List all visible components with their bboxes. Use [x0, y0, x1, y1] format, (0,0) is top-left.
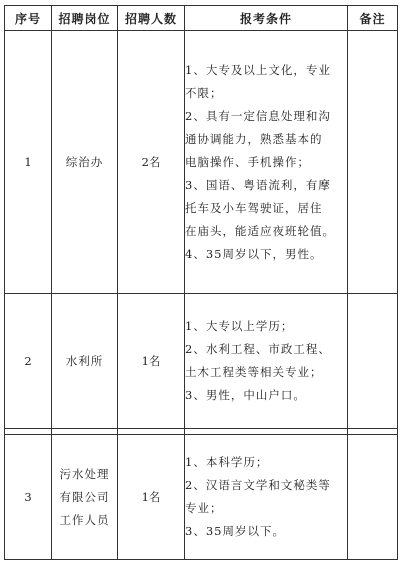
row-remarks	[348, 294, 398, 429]
condition-line: 2、水利工程、市政工程、	[185, 342, 331, 356]
header-remarks: 备注	[348, 6, 398, 31]
condition-line: 4、35周岁以下，男性。	[185, 246, 323, 261]
row-count: 1名	[118, 294, 185, 429]
row-count: 2名	[118, 31, 185, 294]
table-row	[5, 294, 398, 429]
header-row	[5, 6, 398, 31]
condition-line: 1、本科学历；	[185, 455, 269, 469]
header-no: 序号	[5, 6, 52, 31]
recruitment-table	[4, 5, 398, 560]
row-no: 1	[5, 31, 52, 294]
table-row	[5, 31, 398, 294]
condition-line: 在庙头，能适应夜班轮值。	[185, 223, 335, 238]
condition-line: 土木工程类等相关专业；	[185, 365, 323, 379]
position-text: 污水处理	[59, 466, 110, 481]
condition-line: 3、35周岁以下。	[185, 524, 285, 538]
condition-line: 不限；	[185, 85, 223, 100]
row-position	[52, 435, 118, 560]
condition-line: 专业；	[185, 501, 223, 515]
row-remarks	[348, 435, 398, 560]
row-conditions	[185, 435, 348, 560]
row-count: 1名	[118, 435, 185, 560]
condition-line: 2、汉语言文学和文秘类等	[185, 478, 331, 492]
position-text: 综治办	[65, 155, 104, 169]
header-count: 招聘人数	[118, 6, 185, 31]
row-position	[52, 294, 118, 429]
condition-line: 2、具有一定信息处理和沟	[185, 108, 331, 123]
condition-line: 1、大专及以上文化，专业	[185, 62, 331, 77]
row-position	[52, 31, 118, 294]
row-conditions	[185, 31, 348, 294]
position-text: 有限公司	[59, 489, 110, 504]
position-text: 水利所	[65, 354, 104, 368]
position-text: 工作人员	[59, 512, 110, 527]
row-no: 2	[5, 294, 52, 429]
condition-line: 1、大专以上学历；	[185, 319, 294, 333]
row-conditions	[185, 294, 348, 429]
condition-line: 3、男性，中山户口。	[185, 388, 306, 402]
condition-line: 3、国语、粤语流利，有摩	[185, 177, 331, 192]
condition-line: 通协调能力，熟悉基本的	[185, 131, 323, 146]
row-remarks	[348, 31, 398, 294]
condition-line: 电脑操作、手机操作；	[185, 154, 310, 169]
row-no: 3	[5, 435, 52, 560]
header-conditions: 报考条件	[185, 6, 348, 31]
condition-line: 托车及小车驾驶证，居住	[185, 200, 323, 215]
table-row	[5, 435, 398, 560]
header-position: 招聘岗位	[52, 6, 118, 31]
